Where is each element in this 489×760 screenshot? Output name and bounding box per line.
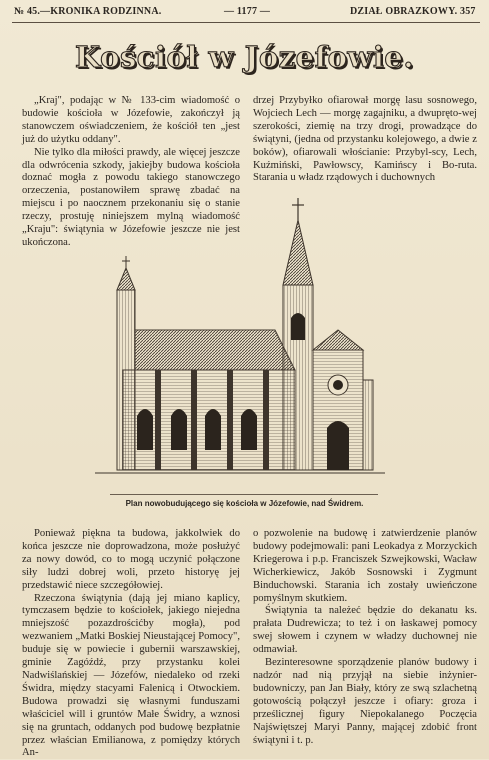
header-right: DZIAŁ OBRAZKOWY. 357 <box>350 6 476 17</box>
column-4 <box>253 528 477 747</box>
header-rule <box>12 22 480 23</box>
paragraph: „Kraj", podając w № 133-cim wiadomość o budowie kościoła w Józefowie, zakończył ją stanowczem oświadczeniem, że kościół ten „jest już do użytku oddany". <box>22 95 240 145</box>
paragraph: o pozwolenie na budowę i zatwierdzenie planów budowy podejmowali: pani Leokadya z Morzyckich Kriegerowa i p.p. Franciszek Szwejkowski, Wacław Wicherkiewicz, Jakób Sosnowski i Zygmunt Binduchowski. Starania ich zostały uwieńczone pomyślnym skutkiem. <box>253 528 477 604</box>
paragraph: Świątynia ta należeć będzie do dekanatu ks. prałata Dudrewicza; to też i on łaskawej pomocy swej słowem i czynem w władzy duchownej nie odmawiał. <box>253 605 477 656</box>
column-3 <box>22 528 240 760</box>
paragraph: Nie tylko dla miłości prawdy, ale więcej jeszcze dla odwrócenia szkody, jakiejby budowa kościoła doznać mogła z powodu takiego stanowczego orzeczenia, postanowiłem sprawę zbadać na miejscu i po naocznem przekonaniu się o stanie rzeczy, prostuję niniejszem mylną wiadomość „Kraju": świątynia w Józefowie jeszcze nie jest ukończona. <box>22 146 240 248</box>
page-number: — 1177 — <box>224 6 271 17</box>
paragraph: Ponieważ piękna ta budowa, jakkolwiek do końca jeszcze nie doprowadzona, może posłużyć za nowy dowód, co to mogą uczynić połączone siły ludzi dobrej woli, przeto historyę jej przedstawić niece szczegółowiej. <box>22 528 240 591</box>
figure-caption: Plan nowobudującego się kościoła w Józefowie, nad Świdrem. <box>125 499 364 508</box>
paragraph: Rzeczona świątynia (dają jej miano kaplicy, tymczasem będzie to kościołek, jakiego niejedna mniejszość pozazdrościćby mogła), pod wezwaniem „Matki Boskiej Nieustającej Pomocy", buduje się w powiecie i gubernii warszawskiej, gminie Zagóźdź, przy przystanku kolei Nadwiślańskiej — Józefów, niedaleko od rzeki Świdra, między stacyami Falenicą i Otwockiem. Budowa prowadzi się własnymi funduszami właściciel will i gruntów Małe Świdry, a wznosi się na gruntach, oddanych pod budowę bezpłatnie przez właścian Emilianowa, z pomiędzy których An- <box>22 592 240 759</box>
article-title: Kościół w Józefowie. <box>75 40 414 74</box>
caption-rule <box>110 494 378 495</box>
church-illustration <box>95 190 385 480</box>
paragraph: Bezinteresowne sporządzenie planów budowy i nadzór nad nią przyjął na siebie inżynier-budowniczy, pan Jan Biały, który ze swą szlachetną gotowością połączył jeszcze i ofiary: groza i prześlicznej figury Niepokalanego Poczęcia Najświętszej Maryi Panny, mającej zdobić front świątyni i t. p. <box>253 657 477 746</box>
header-left: № 45.—KRONIKA RODZINNA. <box>14 6 162 17</box>
paragraph: drzej Przybyłko ofiarował morgę lasu sosnowego, Wojciech Lech — morgę zagajniku, a dwupręto-wej szerokości, ziemię na trzy drogi, prowadzące do świątyni, (jedna od przystanku kolejowego, a dwie z boków), ofiarowali włościanie: Przybyl-scy, Lech, Kuźmiński, Pawłowscy, Kamińscy i Bo-ruta. Starania u władz rządowych i duchownych <box>253 95 477 184</box>
column-2 <box>253 95 477 185</box>
running-header <box>12 6 482 20</box>
